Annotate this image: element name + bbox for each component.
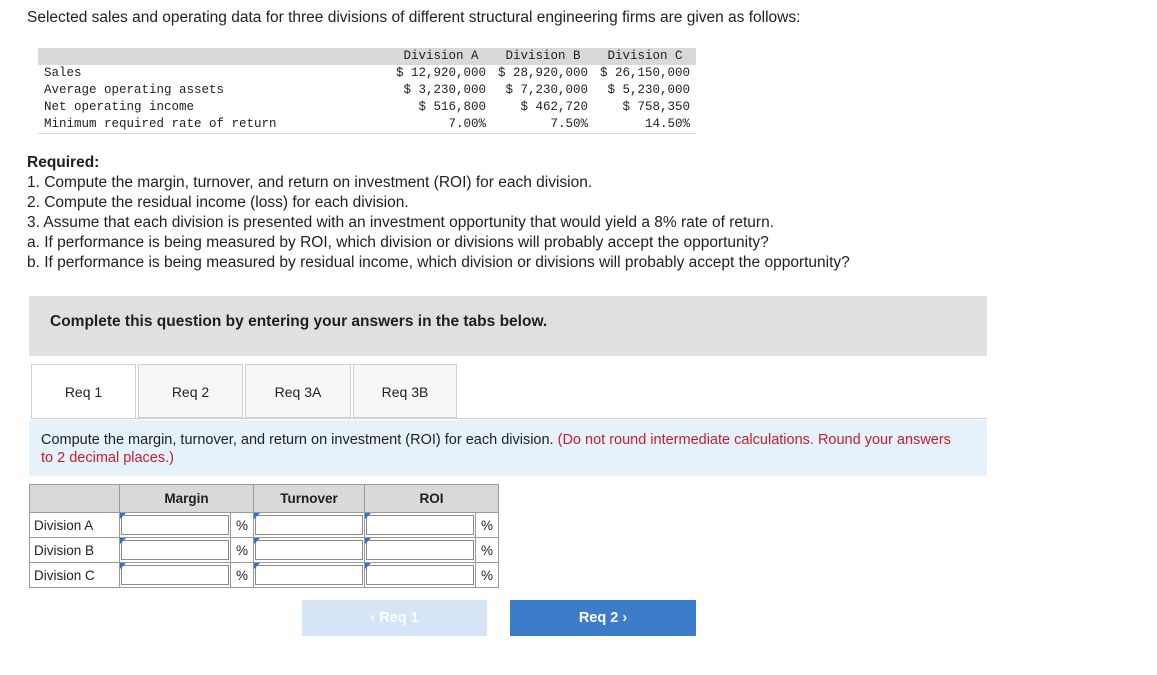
header-margin: Margin bbox=[120, 485, 254, 513]
cell: 14.50% bbox=[594, 116, 696, 134]
flag-icon bbox=[254, 538, 260, 544]
cell: $ 758,350 bbox=[622, 100, 691, 114]
input-cell bbox=[120, 513, 231, 538]
prev-button[interactable] bbox=[302, 600, 487, 636]
next-button[interactable] bbox=[510, 600, 696, 636]
answer-row bbox=[30, 538, 499, 563]
roi-input-division-b[interactable] bbox=[366, 540, 474, 560]
input-cell bbox=[120, 538, 231, 563]
flag-icon bbox=[254, 563, 260, 569]
required-line: 2. Compute the residual income (loss) for each division. bbox=[27, 194, 409, 211]
flag-icon bbox=[120, 513, 126, 519]
input-cell bbox=[365, 563, 476, 588]
margin-input-division-c[interactable] bbox=[121, 565, 229, 585]
instruction-text: Compute the margin, turnover, and return on investment (ROI) for each division. bbox=[41, 432, 554, 448]
roi-input-division-c[interactable] bbox=[366, 565, 474, 585]
cell: $ 28,920,000 bbox=[498, 66, 589, 80]
table-row bbox=[38, 116, 696, 134]
row-label: Minimum required rate of return bbox=[38, 116, 390, 134]
row-label: Sales bbox=[44, 66, 82, 80]
percent-sign: % bbox=[476, 538, 499, 563]
input-cell bbox=[365, 538, 476, 563]
answer-corner bbox=[30, 485, 120, 513]
instructions-banner bbox=[29, 296, 987, 356]
flag-icon bbox=[365, 513, 371, 519]
header-turnover: Turnover bbox=[254, 485, 365, 513]
cell: $ 26,150,000 bbox=[600, 66, 691, 80]
answer-table bbox=[29, 484, 499, 588]
input-cell bbox=[254, 513, 365, 538]
cell: $ 3,230,000 bbox=[403, 83, 487, 97]
flag-icon bbox=[365, 563, 371, 569]
margin-input-division-b[interactable] bbox=[121, 540, 229, 560]
header-division-a: Division A bbox=[390, 48, 492, 65]
required-line: a. If performance is being measured by ROI, which division or divisions will probably accept the opportunity? bbox=[27, 234, 769, 251]
cell: $ 462,720 bbox=[520, 100, 589, 114]
tab-req-3a[interactable]: Req 3A bbox=[245, 364, 351, 418]
row-label: Division A bbox=[30, 513, 120, 538]
turnover-input-division-b[interactable] bbox=[255, 540, 363, 560]
blank-header bbox=[38, 48, 390, 65]
tab-req-1[interactable]: Req 1 bbox=[31, 364, 136, 419]
row-label: Net operating income bbox=[44, 100, 195, 114]
next-label: Req 2 bbox=[578, 610, 619, 626]
input-cell bbox=[120, 563, 231, 588]
tab-req-3b[interactable]: Req 3B bbox=[353, 364, 457, 418]
row-label: Division C bbox=[30, 563, 120, 588]
tab-divider bbox=[31, 418, 987, 419]
input-cell bbox=[365, 513, 476, 538]
instruction-note: (Do not round intermediate calculations. Round your answers to 2 decimal places.) bbox=[41, 432, 951, 466]
cell: $ 516,800 bbox=[418, 100, 487, 114]
table-row bbox=[38, 99, 696, 116]
flag-icon bbox=[365, 538, 371, 544]
flag-icon bbox=[120, 538, 126, 544]
header-roi: ROI bbox=[365, 485, 499, 513]
flag-icon bbox=[254, 513, 260, 519]
table-row bbox=[38, 82, 696, 99]
cell: 7.00% bbox=[390, 116, 492, 134]
cell: $ 7,230,000 bbox=[505, 83, 589, 97]
header-division-b: Division B bbox=[492, 48, 594, 65]
required-title: Required: bbox=[27, 154, 100, 171]
prev-label: Req 1 bbox=[379, 610, 419, 626]
cell: $ 5,230,000 bbox=[607, 83, 691, 97]
instruction-text-block bbox=[41, 431, 961, 467]
input-cell bbox=[254, 538, 365, 563]
question-instruction bbox=[29, 420, 987, 476]
percent-sign: % bbox=[231, 563, 254, 588]
cell: 7.50% bbox=[492, 116, 594, 134]
table-row bbox=[38, 65, 696, 82]
turnover-input-division-c[interactable] bbox=[255, 565, 363, 585]
cell: $ 12,920,000 bbox=[396, 66, 487, 80]
percent-sign: % bbox=[476, 513, 499, 538]
input-cell bbox=[254, 563, 365, 588]
percent-sign: % bbox=[231, 538, 254, 563]
sales-data-table bbox=[38, 48, 696, 134]
required-line: b. If performance is being measured by residual income, which division or divisions will probably accept the opportunity? bbox=[27, 254, 850, 271]
chevron-left-icon: ‹ bbox=[370, 610, 376, 626]
row-label: Division B bbox=[30, 538, 120, 563]
answer-row bbox=[30, 563, 499, 588]
flag-icon bbox=[120, 563, 126, 569]
required-line: 1. Compute the margin, turnover, and return on investment (ROI) for each division. bbox=[27, 174, 593, 191]
percent-sign: % bbox=[231, 513, 254, 538]
row-label: Average operating assets bbox=[44, 83, 225, 97]
turnover-input-division-a[interactable] bbox=[255, 515, 363, 535]
header-division-c: Division C bbox=[594, 48, 696, 65]
roi-input-division-a[interactable] bbox=[366, 515, 474, 535]
intro-text: Selected sales and operating data for three divisions of different structural engineering firms are given as follows: bbox=[27, 9, 801, 26]
margin-input-division-a[interactable] bbox=[121, 515, 229, 535]
required-line: 3. Assume that each division is presented with an investment opportunity that would yield a 8% rate of return. bbox=[27, 214, 774, 231]
banner-text: Complete this question by entering your answers in the tabs below. bbox=[50, 313, 548, 330]
required-section bbox=[27, 153, 850, 273]
answer-row bbox=[30, 513, 499, 538]
percent-sign: % bbox=[476, 563, 499, 588]
chevron-right-icon: › bbox=[622, 610, 628, 626]
tab-req-2[interactable]: Req 2 bbox=[138, 364, 243, 418]
